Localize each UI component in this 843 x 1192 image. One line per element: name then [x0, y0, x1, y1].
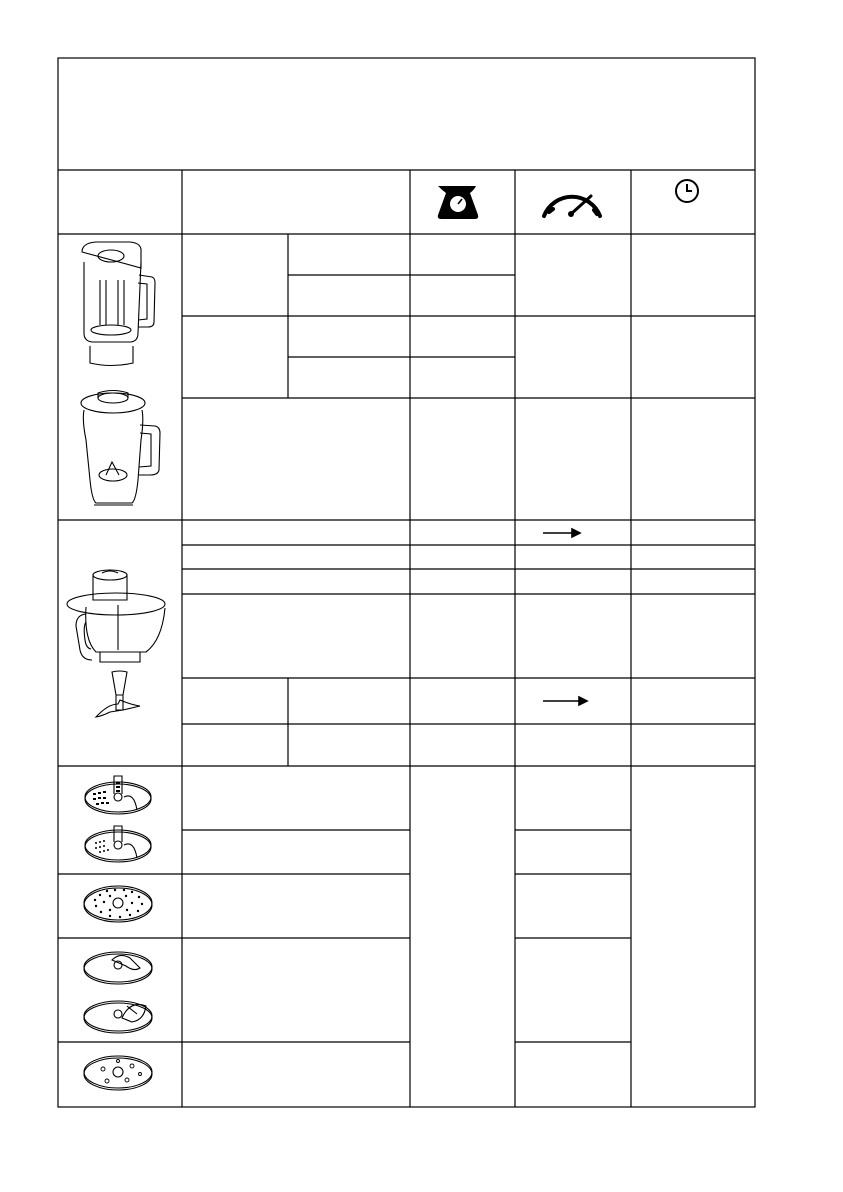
- right-arrow-icon: [543, 529, 580, 537]
- clock-icon: [676, 180, 698, 202]
- speedometer-icon: [544, 196, 600, 217]
- food-processor-bowl: [67, 570, 165, 662]
- slicing-discs: [85, 776, 151, 862]
- kitchen-scale-icon: [438, 186, 478, 219]
- grating-disc: [84, 886, 152, 922]
- right-arrow-icon: [543, 697, 587, 705]
- julienne-discs: [84, 952, 152, 1033]
- knife-blade: [96, 671, 140, 717]
- plastic-blender-jug: [81, 391, 160, 506]
- glass-blender-jug: [82, 242, 155, 366]
- extra-fine-disc: [84, 1056, 152, 1090]
